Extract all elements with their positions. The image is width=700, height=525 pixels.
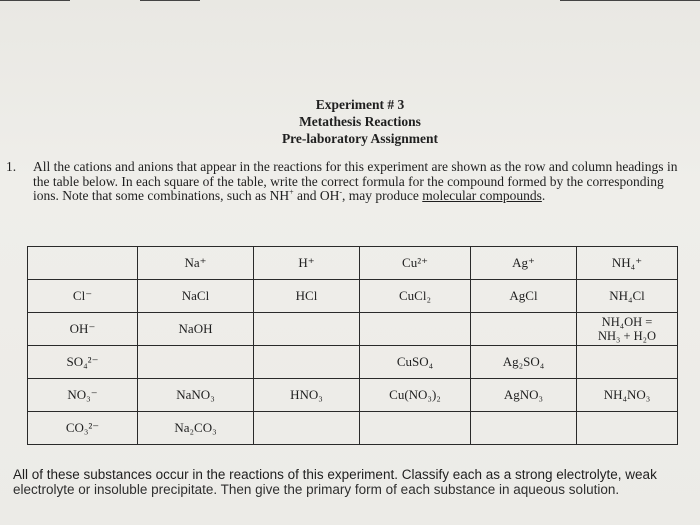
question-number: 1. xyxy=(6,159,17,174)
compound-cell: Ag₂SO₄ xyxy=(471,346,577,379)
cation-header: Ag⁺ xyxy=(471,247,577,280)
compound-cell xyxy=(471,313,577,346)
assignment-title: Pre-laboratory Assignment xyxy=(281,131,439,146)
compound-cell: NaNO₃ xyxy=(138,379,254,412)
table-row xyxy=(28,280,678,313)
experiment-number: Experiment # 3 xyxy=(315,97,405,112)
compound-cell: CuCl₂ xyxy=(360,280,471,313)
table-header-row xyxy=(28,247,678,280)
follow-up-instructions xyxy=(13,467,700,497)
compound-cell: AgCl xyxy=(471,280,577,313)
table-row xyxy=(28,379,678,412)
top-rule-right xyxy=(560,0,700,1)
anion-header: Cl⁻ xyxy=(28,280,138,313)
compound-cell xyxy=(577,346,678,379)
compound-cell xyxy=(254,313,360,346)
compound-cell xyxy=(138,346,254,379)
table-row xyxy=(28,412,678,445)
compound-cell-nh4oh: NH₄OH = NH₃ + H₂O xyxy=(577,313,678,346)
compound-cell: NaCl xyxy=(138,280,254,313)
compound-cell: HNO₃ xyxy=(254,379,360,412)
compound-cell xyxy=(360,313,471,346)
anion-header: NO₃⁻ xyxy=(28,379,138,412)
cation-header: Cu²⁺ xyxy=(360,247,471,280)
question-text: All the cations and anions that appear in the reactions for this experiment are shown as the row and column headings in the table below. In each square of the table, write the correct formula for the compound formed by the corresponding ions. Note that some combinations, such as NH+ and OH-, may produce molecular compounds. xyxy=(33,159,678,203)
compound-cell xyxy=(471,412,577,445)
top-rule-mid xyxy=(140,0,200,1)
table-row xyxy=(28,313,678,346)
compound-cell: NH₄NO₃ xyxy=(577,379,678,412)
top-rule-left xyxy=(0,0,70,1)
compound-cell: CuSO₄ xyxy=(360,346,471,379)
table-row xyxy=(28,346,678,379)
compound-cell: NH₄Cl xyxy=(577,280,678,313)
underlined-term: molecular compounds xyxy=(422,188,542,203)
anion-header: SO₄²⁻ xyxy=(28,346,138,379)
compound-cell xyxy=(254,346,360,379)
compound-cell: HCl xyxy=(254,280,360,313)
compound-cell: NaOH xyxy=(138,313,254,346)
instruction-line-2: electrolyte or insoluble precipitate. Then give the primary form of each substance in aqueous solution. xyxy=(13,482,620,497)
anion-header: OH⁻ xyxy=(28,313,138,346)
compound-cell: Cu(NO₃)₂ xyxy=(360,379,471,412)
compound-cell xyxy=(577,412,678,445)
ion-compound-table xyxy=(27,246,678,445)
anion-header: CO₃²⁻ xyxy=(28,412,138,445)
compound-cell xyxy=(360,412,471,445)
experiment-title: Metathesis Reactions xyxy=(299,114,421,129)
instruction-line-1: All of these substances occur in the reactions of this experiment. Classify each as a strong electrolyte, weak xyxy=(13,467,657,482)
page-header xyxy=(230,96,490,147)
corner-cell xyxy=(28,247,138,280)
cation-header: Na⁺ xyxy=(138,247,254,280)
compound-cell xyxy=(254,412,360,445)
compound-cell: Na₂CO₃ xyxy=(138,412,254,445)
cation-header: NH₄⁺ xyxy=(577,247,678,280)
compound-cell: AgNO₃ xyxy=(471,379,577,412)
cation-header: H⁺ xyxy=(254,247,360,280)
